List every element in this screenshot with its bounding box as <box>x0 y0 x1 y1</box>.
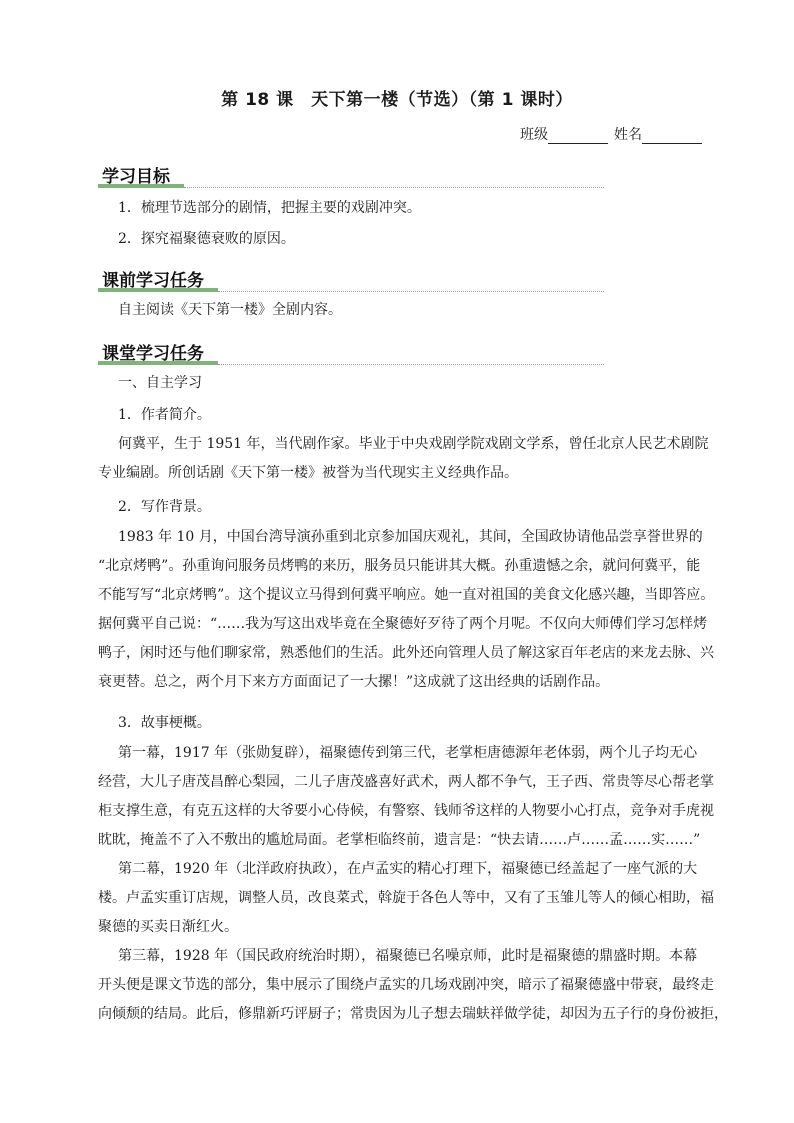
section-heading-goals <box>98 162 604 188</box>
paragraph-line: 第二幕，1920 年（北洋政府执政），在卢孟实的精心打理下，福聚德已经盖起了一座气派的大 <box>118 861 698 877</box>
paragraph-line: 不能写写“北京烤鸭”。这个提议立马得到何冀平响应。她一直对祖国的美食文化感兴趣，当即答应。 <box>98 587 715 603</box>
section-heading-label: 课堂学习任务 <box>102 344 204 364</box>
section-heading-pre <box>98 266 604 292</box>
subsection-title: 一、自主学习 <box>118 375 202 391</box>
heading-dotted-rule <box>218 363 604 365</box>
paragraph-line: 第三幕，1928 年（国民政府统治时期），福聚德已名噪京师，此时是福聚德的鼎盛时期。本幕 <box>118 948 698 964</box>
class-label: 班级 <box>520 127 548 143</box>
paragraph-line: 楼。卢孟实重订店规，调整人员，改良菜式，斡旋于各色人等中，又有了玉雏儿等人的倾心相助，福 <box>98 890 714 906</box>
paragraph-line: 1983 年 10 月，中国台湾导演孙重到北京参加国庆观礼，其间，全国政协请他品尝享誉世界的 <box>118 529 703 545</box>
page-title: 第 18 课 天下第一楼（节选）（第 1 课时） <box>221 90 573 110</box>
heading-dotted-rule <box>184 186 604 188</box>
paragraph-synopsis <box>98 739 728 1029</box>
paragraph-background <box>98 523 715 697</box>
paragraph-line: 第一幕，1917 年（张勋复辟），福聚德传到第三代，老掌柜唐德源年老体弱，两个儿子均无心 <box>118 745 698 761</box>
goal-item: 2．探究福聚德衰败的原因。 <box>118 231 295 247</box>
paragraph-line: “北京烤鸭”。孙重询问服务员烤鸭的来历，服务员只能讲其大概。孙重遗憾之余，就问何冀平，能 <box>98 558 701 574</box>
paragraph-line: 开头便是课文节选的部分，集中展示了围绕卢孟实的几场戏剧冲突，暗示了福聚德盛中带衰，最终走 <box>98 977 714 993</box>
section-heading-label: 课前学习任务 <box>102 271 204 291</box>
goal-item: 1．梳理节选部分的剧情，把握主要的戏剧冲突。 <box>118 200 421 216</box>
paragraph-line: 何冀平，生于 1951 年，当代剧作家。毕业于中央戏剧学院戏剧文学系，曾任北京人民艺术剧院 <box>118 436 709 452</box>
name-blank[interactable] <box>642 129 702 144</box>
paragraph-line: 聚德的买卖日渐红火。 <box>98 919 238 935</box>
name-label: 姓名 <box>614 127 642 143</box>
heading-dotted-rule <box>218 290 604 292</box>
paragraph-line: 据何冀平自己说：“……我为写这出戏毕竟在全聚德好歹待了两个月呢。不仅向大师傅们学习怎样烤 <box>98 616 708 632</box>
paragraph-line: 专业编剧。所创话剧《天下第一楼》被誉为当代现实主义经典作品。 <box>98 465 518 481</box>
paragraph-line: 向倾颓的结局。此后，修鼎新巧评厨子；常贵因为儿子想去瑞蚨祥做学徒，却因为五子行的身份被拒， <box>98 1006 728 1022</box>
paragraph-line: 眈眈，掩盖不了入不敷出的尴尬局面。老掌柜临终前，遗言是：“快去请……卢……孟……实……” <box>98 832 701 848</box>
section-heading-class <box>98 339 604 365</box>
paragraph-line: 衰更替。总之，两个月下来方方面面记了一大摞！”这成就了这出经典的话剧作品。 <box>98 674 610 690</box>
paragraph-author <box>98 430 712 488</box>
paragraph-line: 经营，大儿子唐茂昌醉心梨园，二儿子唐茂盛喜好武术，两人都不争气，王子西、常贵等尽心帮老掌 <box>98 774 714 790</box>
item-title: 1．作者简介。 <box>118 407 211 423</box>
class-name-line <box>520 124 702 144</box>
section-heading-label: 学习目标 <box>102 167 170 187</box>
class-blank[interactable] <box>548 129 608 144</box>
item-title: 2．写作背景。 <box>118 499 211 515</box>
paragraph-line: 鸭子，闲时还与他们聊家常，熟悉他们的生活。此外还向管理人员了解这家百年老店的来龙去脉、兴 <box>98 645 714 661</box>
pre-task-text: 自主阅读《天下第一楼》全剧内容。 <box>118 302 342 318</box>
item-title: 3．故事梗概。 <box>118 715 211 731</box>
paragraph-line: 柜支撑生意，有克五这样的大爷要小心侍候，有警察、钱师爷这样的人物要小心打点，竞争对手虎视 <box>98 803 714 819</box>
